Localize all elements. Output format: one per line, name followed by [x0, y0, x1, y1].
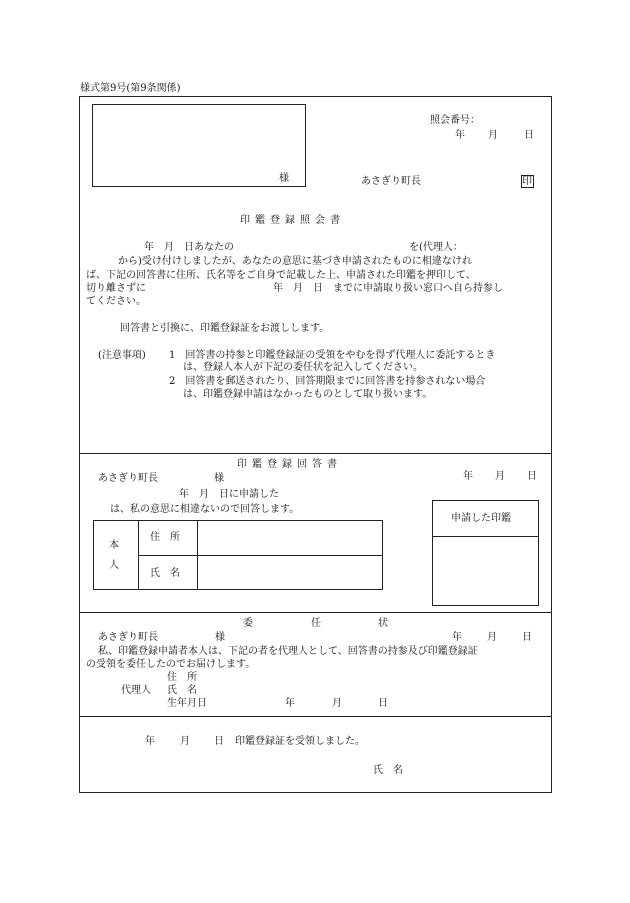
proxy-agent-label: 代理人 — [121, 685, 151, 696]
caution-label: (注意事項) — [98, 350, 146, 361]
applicant-address-label: 住 所 — [150, 532, 180, 543]
applicant-person-2: 人 — [109, 560, 119, 571]
form-number: 様式第9号(第9条関係) — [80, 83, 181, 94]
proxy-sama: 様 — [215, 632, 225, 643]
proxy-birth-month: 月 — [332, 698, 342, 709]
notice-date-month: 月 — [488, 130, 498, 141]
reply-line2: は、私の意思に相違ないので回答します。 — [110, 504, 300, 515]
receipt-text: 印鑑登録証を受領しました。 — [235, 736, 365, 747]
proxy-date-year: 年 — [452, 632, 462, 643]
reply-date-year: 年 — [463, 471, 473, 482]
notice-p1-line4b: 年 月 日 までに申請取り扱い窓口へ自ら持参し — [273, 283, 503, 294]
applied-seal-label: 申請した印鑑 — [451, 513, 511, 524]
notice-p1-line4a: 切り離さずに — [86, 283, 146, 294]
proxy-name-label: 氏 名 — [167, 685, 197, 696]
notice-date-day: 日 — [524, 130, 534, 141]
divider-receipt — [79, 716, 552, 717]
reference-number-label: 照会番号： — [430, 115, 480, 126]
proxy-title-2: 任 — [311, 618, 321, 629]
reply-line1: 年 月 日に申請した — [179, 489, 279, 500]
notice-date-year: 年 — [455, 130, 465, 141]
proxy-birth-label: 生年月日 — [167, 698, 207, 709]
notice-p1-line1a: 年 月 日あなたの — [144, 242, 234, 253]
receipt-date-year: 年 — [145, 736, 155, 747]
proxy-line2: の受領を委任したのでお届けします。 — [86, 659, 256, 670]
proxy-date-month: 月 — [487, 632, 497, 643]
proxy-title-3: 状 — [378, 618, 388, 629]
addressee-sama: 様 — [279, 173, 289, 184]
caution-1a: 1 回答書の持参と印鑑登録証の受領をやむを得ず代理人に委託するとき — [169, 350, 496, 361]
addressee-box — [92, 104, 306, 187]
receipt-name-label: 氏 名 — [373, 765, 403, 776]
seal-stamp-mark: 印 — [522, 176, 532, 187]
applicant-person-1: 本 — [109, 540, 119, 551]
proxy-birth-day: 日 — [378, 698, 388, 709]
proxy-title-1: 委 — [243, 618, 253, 629]
caution-2a: 2 回答書を郵送されたり、回答期限までに回答書を持参されない場合 — [169, 376, 486, 387]
caution-2b: は、印鑑登録申請はなかったものとして取り扱います。 — [183, 389, 433, 400]
notice-p1-line5: てください。 — [86, 296, 146, 307]
reply-date-month: 月 — [495, 471, 505, 482]
notice-p1-line3: ば、下記の回答書に住所、氏名等をご自身で記載した上、申請された印鑑を押印して、 — [86, 270, 476, 281]
reply-mayor: あさぎり町長 — [98, 473, 158, 484]
applicant-table-hline — [138, 555, 383, 556]
applicant-name-label: 氏 名 — [150, 568, 180, 579]
reply-title: 印鑑登録回答書 — [237, 459, 342, 470]
reply-sama: 様 — [214, 473, 224, 484]
notice-mayor: あさぎり町長 — [361, 176, 421, 187]
reply-date-day: 日 — [527, 471, 537, 482]
proxy-address-label: 住 所 — [167, 672, 197, 683]
caution-1b: は、登録人本人が下記の委任状を記入してください。 — [183, 362, 423, 373]
receipt-date-month: 月 — [180, 736, 190, 747]
applied-seal-box-line — [432, 536, 539, 537]
proxy-birth-year: 年 — [285, 698, 295, 709]
proxy-line1: 私、印鑑登録申請者本人は、下記の者を代理人として、回答書の持参及び印鑑登録証 — [98, 646, 478, 657]
proxy-mayor: あさぎり町長 — [98, 632, 158, 643]
proxy-date-day: 日 — [522, 632, 532, 643]
receipt-date-day: 日 — [214, 736, 224, 747]
divider-proxy — [79, 612, 552, 613]
notice-p2: 回答書と引換に、印鑑登録証をお渡しします。 — [120, 323, 330, 334]
divider-reply — [79, 453, 552, 454]
notice-title: 印鑑登録照会書 — [240, 215, 345, 226]
notice-p1-line1b: を(代理人： — [409, 242, 463, 253]
notice-p1-line2: から)受け付けしましたが、あなたの意思に基づき申請されたものに相違なけれ — [118, 256, 472, 267]
